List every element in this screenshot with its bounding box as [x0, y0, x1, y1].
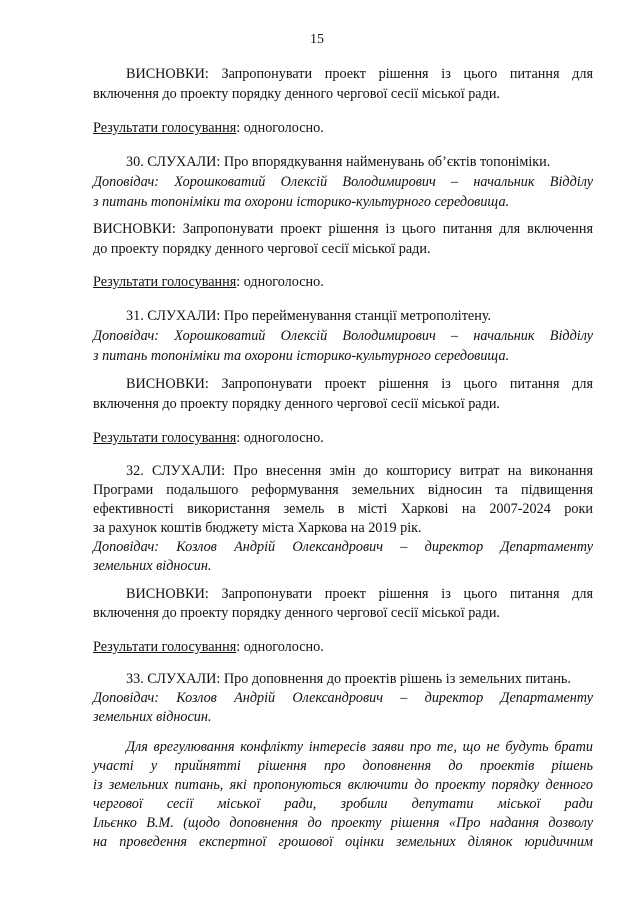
voting-results: [93, 428, 593, 448]
voting-results-value: : одноголосно.: [236, 120, 324, 136]
item-31-speaker: з питань топоніміки та охорони історико-культурного середовища.: [93, 348, 510, 364]
voting-results-value: : одноголосно.: [236, 430, 324, 446]
item-32-heard: за рахунок коштів бюджету міста Харкова на 2019 рік.: [93, 520, 422, 536]
item-32-speaker: земельних відносин.: [93, 558, 212, 574]
item-33-speaker: Доповідач: Козлов Андрій Олександрович – директор Департаменту: [93, 690, 593, 706]
conflict-note: участі у прийнятті рішення про доповнення до проектів рішень: [93, 758, 593, 774]
conclusions-text: ВИСНОВКИ: Запропонувати проект рішення із цього питання для: [126, 66, 593, 82]
voting-results-value: : одноголосно.: [236, 274, 324, 290]
voting-results-label: Результати голосування: [93, 274, 237, 290]
voting-results: [93, 118, 593, 138]
conflict-note: на проведення експертної грошової оцінки земельних ділянок юридичним: [93, 834, 593, 850]
page-number: 15: [310, 32, 324, 47]
conclusions-text: до проекту порядку денного чергової сесії міської ради.: [93, 241, 431, 257]
voting-results-label: Результати голосування: [93, 430, 237, 446]
conflict-note: чергової сесії міської ради, зробили депутати міської ради: [93, 796, 593, 812]
conclusions-text: включення до проекту порядку денного чергової сесії міської ради.: [93, 605, 500, 621]
conclusions-text: ВИСНОВКИ: Запропонувати проект рішення із цього питання для: [126, 376, 593, 392]
voting-results-value: : одноголосно.: [236, 639, 324, 655]
voting-results-label: Результати голосування: [93, 639, 237, 655]
item-32-heard: ефективності використання земель в місті Харкові на 2007-2024 роки: [93, 501, 593, 517]
item-33-speaker: земельних відносин.: [93, 709, 212, 725]
conclusions-text: ВИСНОВКИ: Запропонувати проект рішення із цього питання для включення: [93, 221, 593, 237]
item-30-speaker: Доповідач: Хорошковатий Олексій Володимирович – начальник Відділу: [93, 174, 593, 190]
item-30-heard: 30. СЛУХАЛИ: Про впорядкування найменувань об’єктів топоніміки.: [126, 154, 551, 170]
conclusions-text: включення до проекту порядку денного чергової сесії міської ради.: [93, 86, 500, 102]
item-30-speaker: з питань топоніміки та охорони історико-культурного середовища.: [93, 194, 510, 210]
item-32-speaker: Доповідач: Козлов Андрій Олександрович – директор Департаменту: [93, 539, 593, 555]
item-32-heard: Програми подальшого реформування земельних відносин та підвищення: [93, 482, 593, 498]
conclusions-text: включення до проекту порядку денного чергової сесії міської ради.: [93, 396, 500, 412]
voting-results: [93, 272, 593, 292]
conclusions-text: ВИСНОВКИ: Запропонувати проект рішення із цього питання для: [126, 586, 593, 602]
item-33-heard: 33. СЛУХАЛИ: Про доповнення до проектів рішень із земельних питань.: [126, 671, 571, 687]
voting-results: [93, 637, 593, 657]
conflict-note: Для врегулювання конфлікту інтересів заяви про те, що не будуть брати: [126, 739, 593, 755]
conflict-note: Ільєнко В.М. (щодо доповнення до проекту рішення «Про надання дозволу: [93, 815, 593, 831]
item-32-heard: 32. СЛУХАЛИ: Про внесення змін до кошторису витрат на виконання: [126, 463, 593, 479]
item-31-speaker: Доповідач: Хорошковатий Олексій Володимирович – начальник Відділу: [93, 328, 593, 344]
item-31-heard: 31. СЛУХАЛИ: Про перейменування станції метрополітену.: [126, 308, 492, 324]
conflict-note: із земельних питань, які пропонуються включити до проекту порядку денного: [93, 777, 593, 793]
voting-results-label: Результати голосування: [93, 120, 237, 136]
